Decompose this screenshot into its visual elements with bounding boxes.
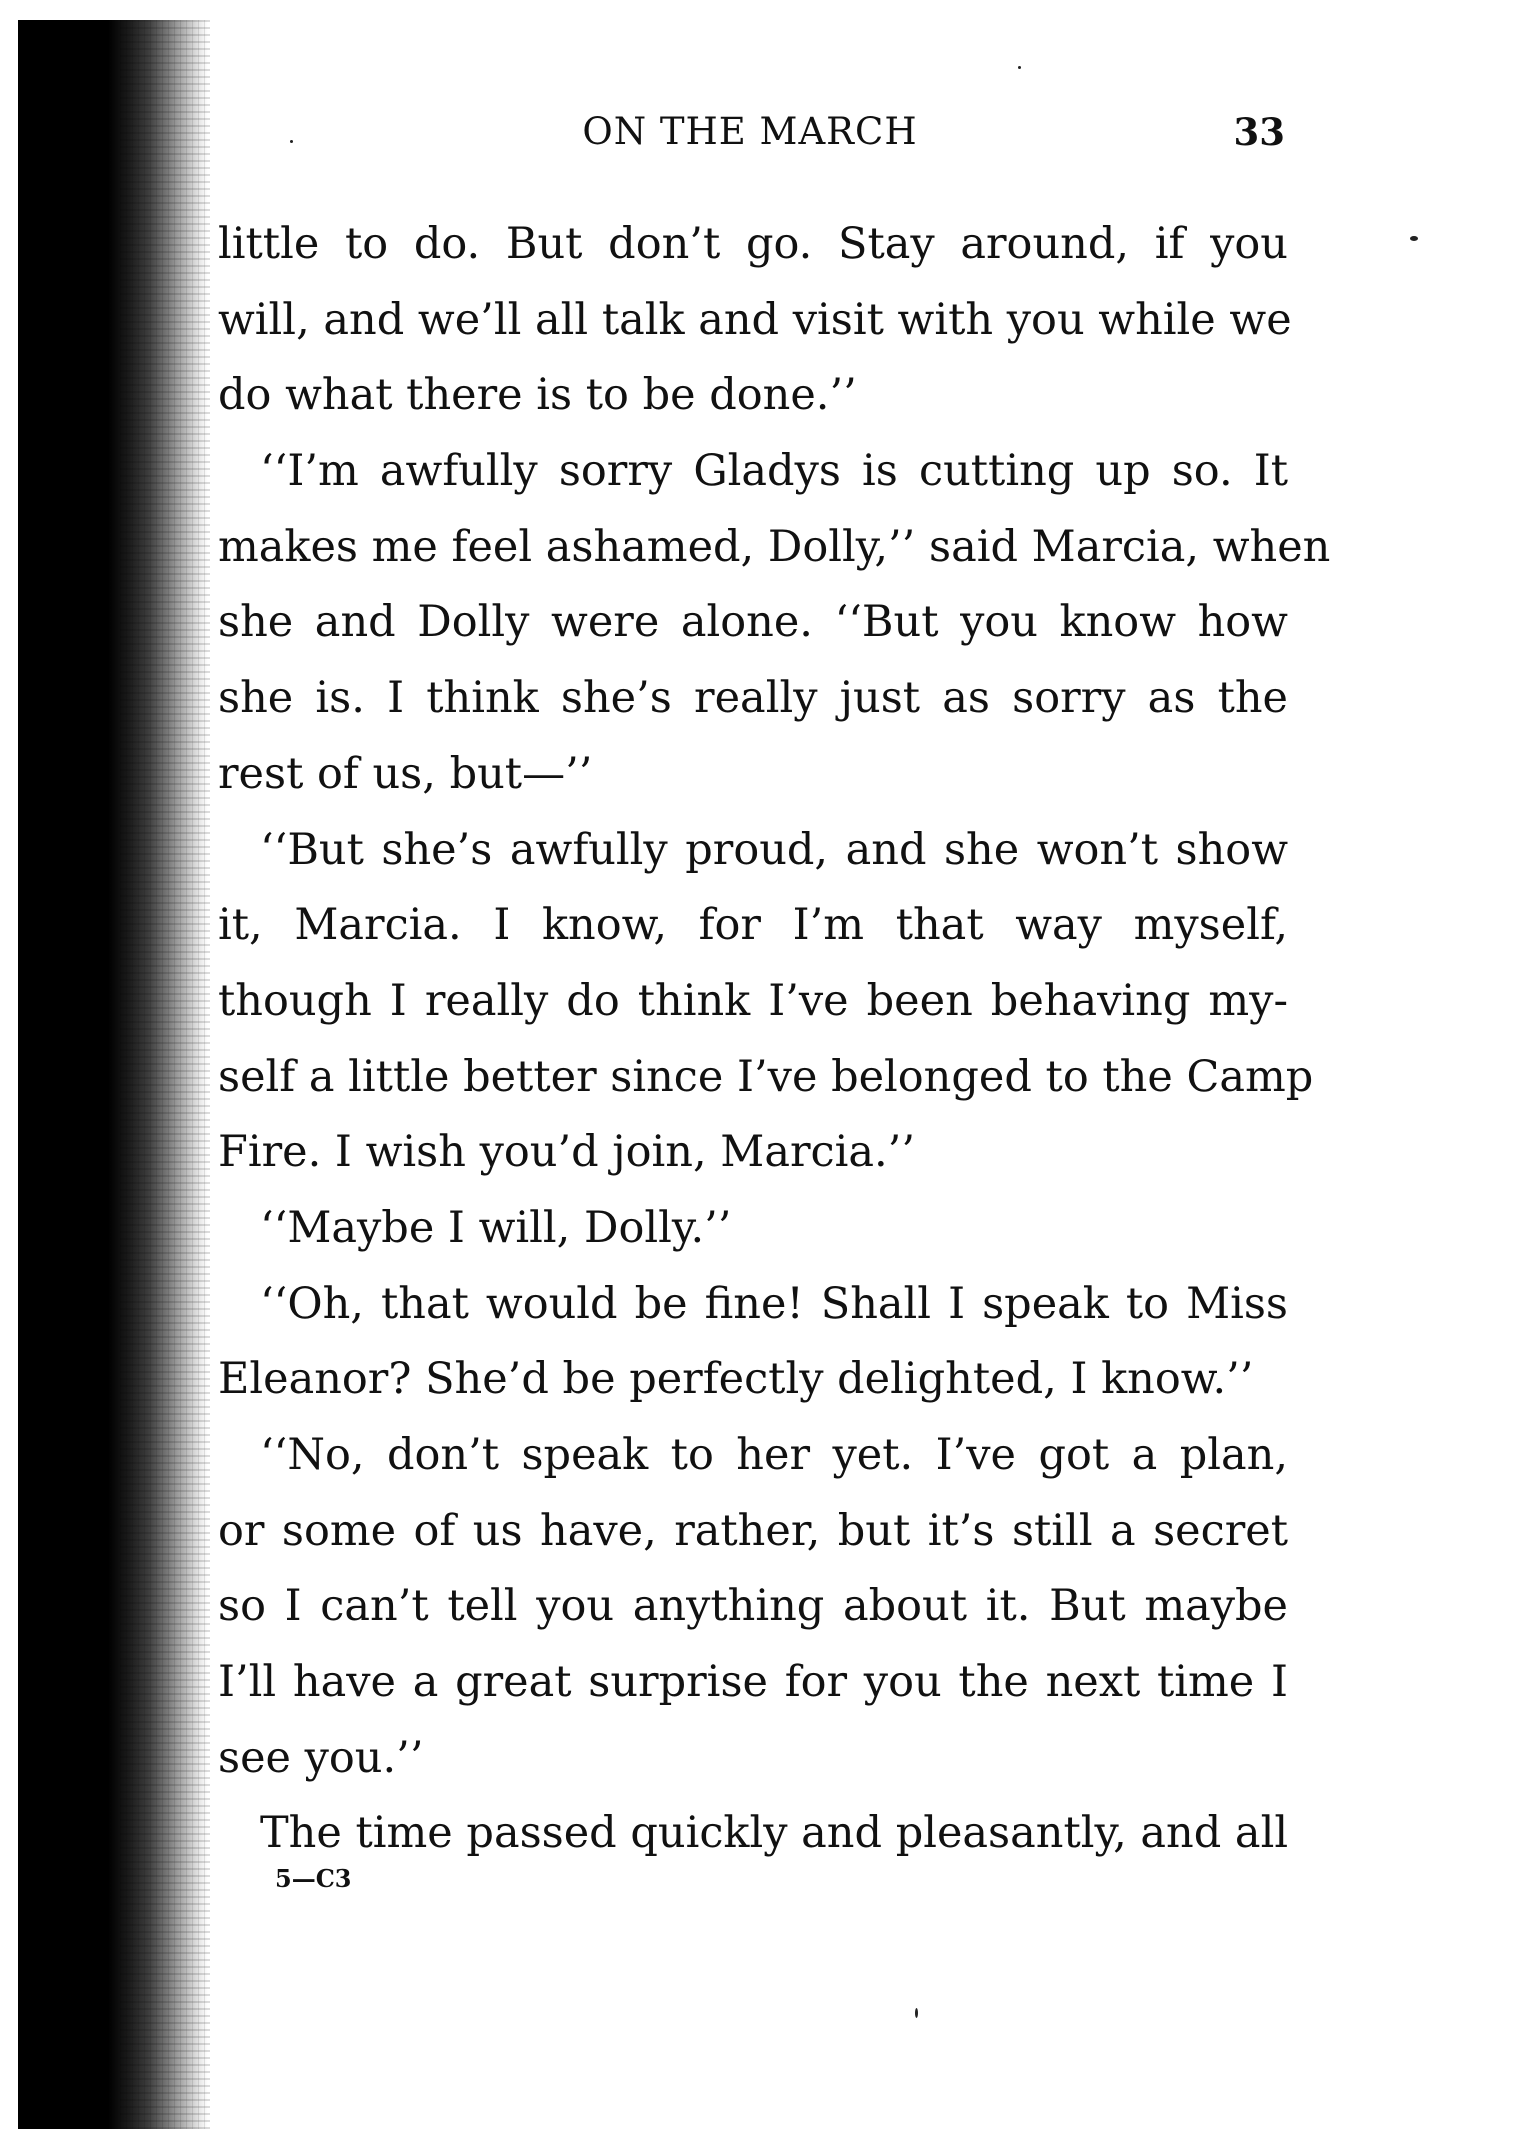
page-header (215, 110, 1285, 170)
page-number: 33 (1233, 110, 1285, 154)
text-line: makes me feel ashamed, Dolly,’’ said Marcia, when (218, 521, 1331, 572)
text-line: though I really do think I’ve been behaving my- (218, 975, 1288, 1026)
body-text (218, 207, 1331, 1872)
text-line: Eleanor? She’d be perfectly delighted, I know.’’ (218, 1354, 1254, 1405)
text-line: ‘‘No, don’t speak to her yet. I’ve got a plan, (260, 1430, 1288, 1480)
text-line: Fire. I wish you’d join, Marcia.’’ (218, 1127, 916, 1178)
signature-mark: 5—C3 (275, 1864, 352, 1893)
text-line: so I can’t tell you anything about it. But maybe (218, 1581, 1288, 1632)
text-line: do what there is to be done.’’ (218, 370, 857, 421)
running-head: ON THE MARCH (582, 110, 918, 153)
text-line: ‘‘I’m awfully sorry Gladys is cutting up so. It (260, 446, 1288, 497)
text-line: I’ll have a great surprise for you the next time I (218, 1657, 1288, 1708)
text-line: she is. I think she’s really just as sorry as the (218, 673, 1288, 724)
text-line: will, and we’ll all talk and visit with you while we (218, 294, 1292, 345)
scan-speck (290, 140, 293, 143)
text-line: little to do. But don’t go. Stay around, if you (218, 219, 1288, 269)
scan-gutter-noise (120, 20, 210, 2129)
text-line: ‘‘But she’s awfully proud, and she won’t show (260, 824, 1288, 875)
text-line: it, Marcia. I know, for I’m that way myself, (218, 900, 1288, 951)
text-line: The time passed quickly and pleasantly, and all (260, 1808, 1289, 1859)
scan-speck (915, 2008, 918, 2018)
text-line: she and Dolly were alone. ‘‘But you know how (218, 597, 1288, 648)
text-line: ‘‘Maybe I will, Dolly.’’ (260, 1202, 732, 1253)
text-line: rest of us, but—’’ (218, 748, 593, 799)
text-line: self a little better since I’ve belonged to the Camp (218, 1051, 1314, 1102)
text-line: or some of us have, rather, but it’s still a secret (218, 1505, 1288, 1556)
scan-speck (1018, 66, 1021, 69)
scan-speck (1410, 236, 1418, 241)
text-line: see you.’’ (218, 1732, 424, 1783)
text-line: ‘‘Oh, that would be fine! Shall I speak to Miss (260, 1278, 1288, 1329)
